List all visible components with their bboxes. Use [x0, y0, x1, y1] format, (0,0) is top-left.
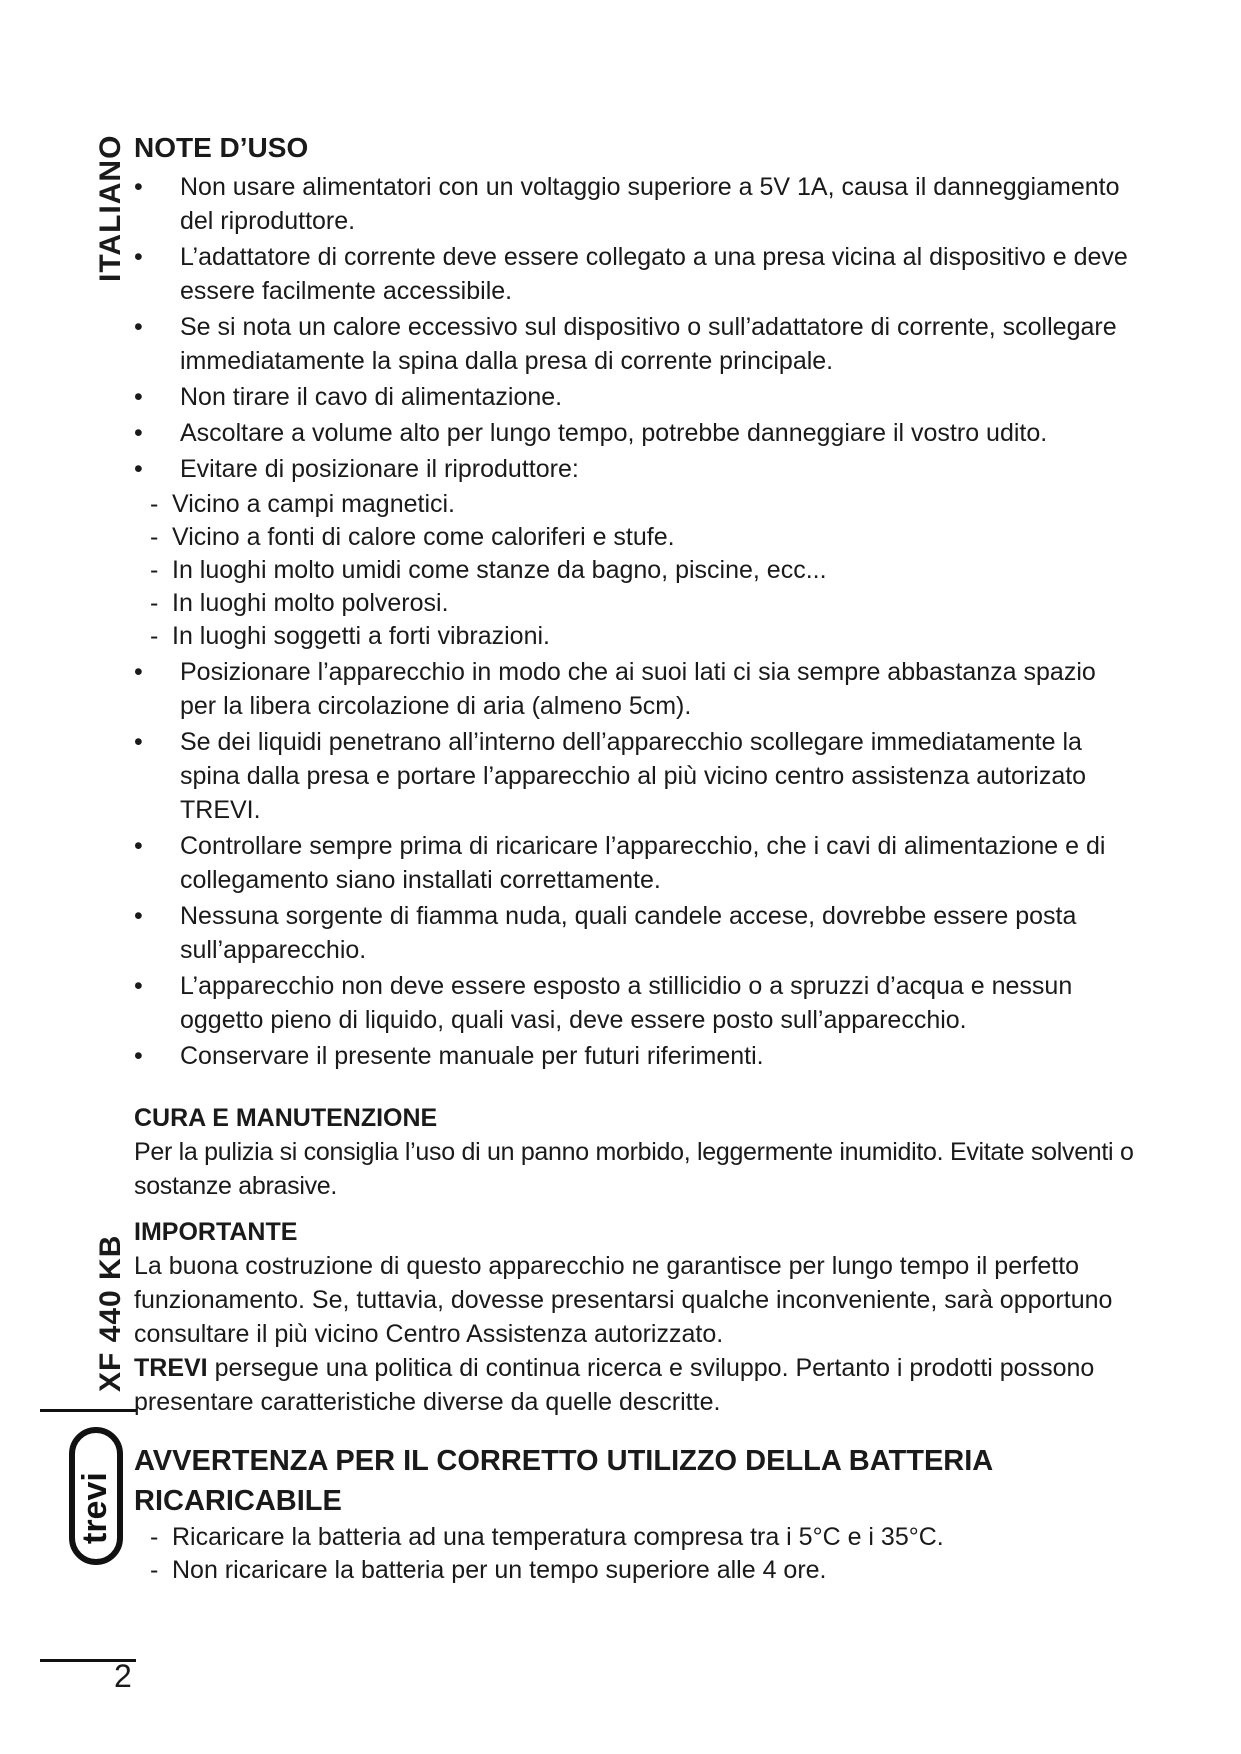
bullet-mark: • — [134, 658, 143, 686]
bullet-mark: • — [134, 728, 143, 756]
avoid-item-text: In luoghi molto polverosi. — [172, 589, 449, 617]
important-section — [134, 1215, 1136, 1419]
note-item-text: Controllare sempre prima di ricaricare l’apparecchio, che i cavi di alimentazione e di collegamento siano installati correttamente. — [180, 832, 1106, 894]
bullet-mark: • — [134, 972, 143, 1000]
dash-mark: - — [150, 1523, 159, 1551]
svg-text:trevi: trevi — [76, 1472, 114, 1544]
bullet-mark: • — [134, 902, 143, 930]
avoid-item-text: In luoghi soggetti a forti vibrazioni. — [172, 622, 550, 650]
note-item — [134, 899, 1136, 967]
dash-mark: - — [150, 523, 159, 551]
note-item-text: Nessuna sorgente di fiamma nuda, quali candele accese, dovrebbe essere posta sull’apparecchio. — [180, 902, 1077, 964]
usage-notes-list-continued — [134, 655, 1136, 1073]
care-section — [134, 1101, 1136, 1203]
dash-mark: - — [150, 1556, 159, 1584]
note-item-text: Posizionare l’apparecchio in modo che ai suoi lati ci sia sempre abbastanza spazio per la libera circolazione di aria (almeno 5cm). — [180, 658, 1096, 720]
important-text: La buona costruzione di questo apparecchio ne garantisce per lungo tempo il perfetto funzionamento. Se, tuttavia, dovesse presentarsi qualche inconveniente, sarà opportuno consultare il più vicino Centro Assistenza autorizzato. — [134, 1252, 1113, 1348]
bullet-mark: • — [134, 419, 143, 447]
note-item-text: Conservare il presente manuale per futuri riferimenti. — [180, 1042, 764, 1070]
bullet-mark: • — [134, 455, 143, 483]
avoid-item — [150, 554, 1136, 587]
note-item — [134, 829, 1136, 897]
note-item-text: Se si nota un calore eccessivo sul dispositivo o sull’adattatore di corrente, scollegare immediatamente la spina dalla presa di corrente principale. — [180, 313, 1117, 375]
note-item — [134, 969, 1136, 1037]
note-item-text: Se dei liquidi penetrano all’interno dell’apparecchio scollegare immediatamente la spina dalla presa e portare l’apparecchio al più vicino centro assistenza autorizato TREVI. — [180, 728, 1087, 824]
note-item — [134, 310, 1136, 378]
battery-warning-title: AVVERTENZA PER IL CORRETTO UTILIZZO DELLA BATTERIA RICARICABILE — [134, 1445, 993, 1517]
note-item-text: Non tirare il cavo di alimentazione. — [180, 383, 563, 411]
note-item — [134, 1039, 1136, 1073]
note-item — [134, 655, 1136, 723]
usage-notes-list — [134, 170, 1136, 486]
avoid-item-text: Vicino a campi magnetici. — [172, 490, 456, 518]
avoid-item — [150, 488, 1136, 521]
battery-item — [150, 1554, 1136, 1587]
note-item-text: Evitare di posizionare il riproduttore: — [180, 455, 579, 483]
page-number: 2 — [114, 1658, 132, 1694]
dash-mark: - — [150, 490, 159, 518]
avoid-item — [150, 521, 1136, 554]
avoid-item — [150, 587, 1136, 620]
care-title: CURA E MANUTENZIONE — [134, 1104, 438, 1132]
bullet-mark: • — [134, 313, 143, 341]
dash-mark: - — [150, 622, 159, 650]
bullet-mark: • — [134, 243, 143, 271]
model-label: XF 440 KB — [94, 1234, 127, 1392]
dash-mark: - — [150, 589, 159, 617]
note-item-text: Ascoltare a volume alto per lungo tempo, potrebbe danneggiare il vostro udito. — [180, 419, 1048, 447]
avoid-item-text: In luoghi molto umidi come stanze da bagno, piscine, ecc... — [172, 556, 827, 584]
note-item-text: Non usare alimentatori con un voltaggio superiore a 5V 1A, causa il danneggiamento del riproduttore. — [180, 173, 1120, 235]
brand-name: TREVI — [134, 1354, 208, 1382]
dash-mark: - — [150, 556, 159, 584]
battery-warning-list — [134, 1521, 1136, 1587]
avoid-item-text: Vicino a fonti di calore come caloriferi e stufe. — [172, 523, 675, 551]
manual-content — [134, 128, 1136, 1587]
note-item — [134, 380, 1136, 414]
note-item — [134, 240, 1136, 308]
note-item-text: L’apparecchio non deve essere esposto a stillicidio o a spruzzi d’acqua e nessun oggetto pieno di liquido, quali vasi, deve essere posto sull’apparecchio. — [180, 972, 1073, 1034]
battery-item-text: Non ricaricare la batteria per un tempo superiore alle 4 ore. — [172, 1556, 827, 1584]
trevi-logo — [68, 1426, 124, 1566]
brand-policy-text: persegue una politica di continua ricerca e sviluppo. Pertanto i prodotti possono presentare caratteristiche diverse da quelle descritte. — [134, 1354, 1095, 1416]
battery-item-text: Ricaricare la batteria ad una temperatura compresa tra i 5°C e i 35°C. — [172, 1523, 944, 1551]
note-item — [134, 452, 1136, 486]
bullet-mark: • — [134, 832, 143, 860]
usage-notes-title: NOTE D’USO — [134, 132, 309, 163]
care-text: Per la pulizia si consiglia l’uso di un panno morbido, leggermente inumidito. Evitate solventi o sostanze abrasive. — [134, 1138, 1134, 1200]
bullet-mark: • — [134, 173, 143, 201]
usage-notes-section — [134, 128, 1136, 1073]
bullet-mark: • — [134, 383, 143, 411]
note-item — [134, 725, 1136, 827]
note-item — [134, 170, 1136, 238]
battery-warning-section — [134, 1441, 1136, 1587]
note-item — [134, 416, 1136, 450]
divider — [40, 1409, 136, 1412]
note-item-text: L’adattatore di corrente deve essere collegato a una presa vicina al dispositivo e deve essere facilmente accessibile. — [180, 243, 1128, 305]
avoid-item — [150, 620, 1136, 653]
battery-item — [150, 1521, 1136, 1554]
bullet-mark: • — [134, 1042, 143, 1070]
important-brand-text — [134, 1351, 1136, 1419]
important-title: IMPORTANTE — [134, 1218, 298, 1246]
placement-avoid-list — [134, 488, 1136, 653]
language-label: ITALIANO — [94, 134, 127, 282]
